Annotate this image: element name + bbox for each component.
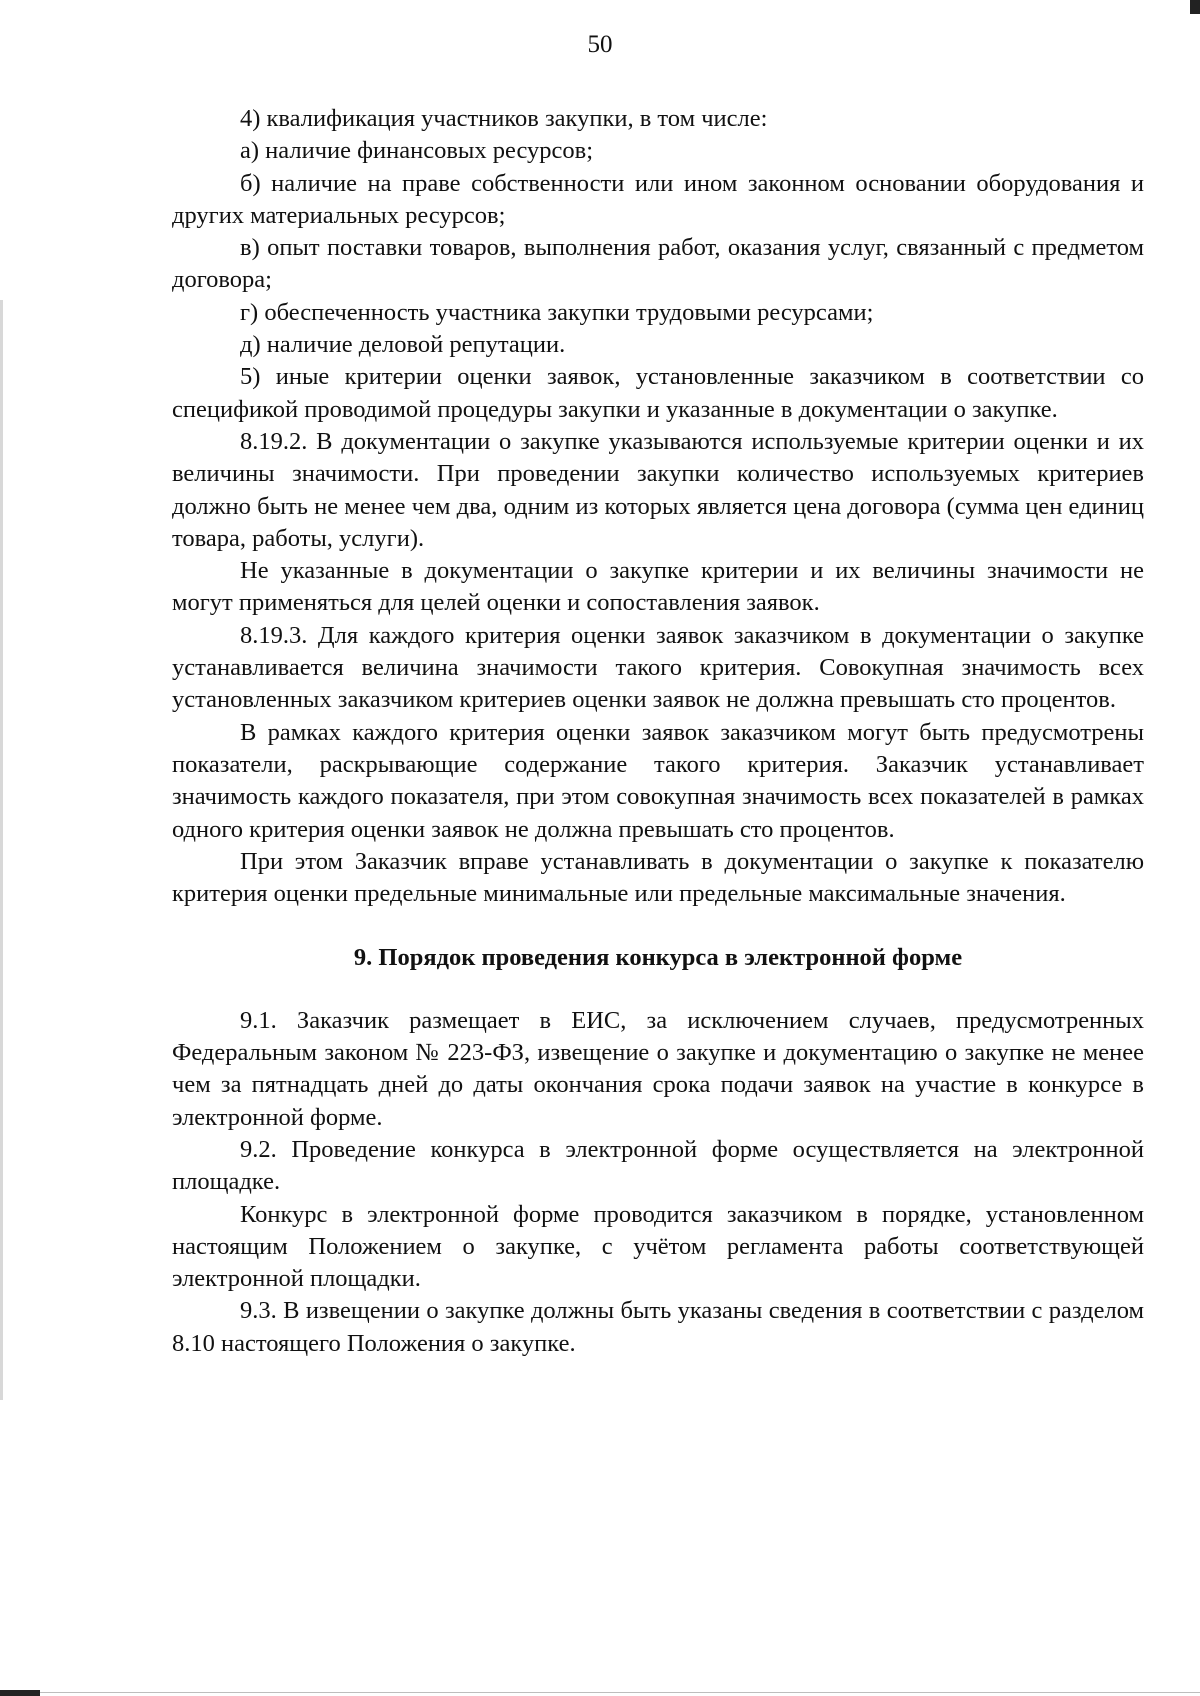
paragraph-criterion-4: 4) квалификация участников закупки, в том числе: [240,105,768,132]
scan-bottom-mark [0,1690,40,1696]
paragraph-9-3: 9.3. В извещении о закупке должны быть указаны сведения в соответствии с разделом 8.10 настоящего Положения о закупке. [172,1297,1144,1357]
paragraph-item-b: б) наличие на праве собственности или ином законном основании оборудования и других материальных ресурсов; [172,169,1144,229]
paragraph-indicators: В рамках каждого критерия оценки заявок заказчиком могут быть предусмотрены показатели, раскрывающие содержание такого критерия. Заказчик устанавливает значимость каждого показателя, при этом совокупная значимость всех показателей в рамках одного критерия оценки заявок не должна превышать сто процентов. [172,718,1144,843]
paragraph-item-a: а) наличие финансовых ресурсов; [240,137,594,165]
paragraph-contest-order: Конкурс в электронной форме проводится заказчиком в порядке, установленном настоящим Положением о закупке, с учётом регламента работы соответствующей электронной площадки. [172,1200,1144,1293]
paragraph-item-g: г) обеспеченность участника закупки трудовыми ресурсами; [240,298,874,326]
paragraph-9-1: 9.1. Заказчик размещает в ЕИС, за исключением случаев, предусмотренных Федеральным законом № 223-ФЗ, извещение о закупке и документацию о закупке не менее чем за пятнадцать дней до даты окончания срока подачи заявок на участие в конкурсе в электронной форме. [172,1006,1144,1131]
section-heading: 9. Порядок проведения конкурса в электронной форме [353,944,963,972]
document-body [172,103,1144,1360]
paragraph-item-d: д) наличие деловой репутации. [240,331,566,359]
paragraph-8-19-2: 8.19.2. В документации о закупке указываются используемые критерии оценки и их величины значимости. При проведении закупки количество используемых критериев должно быть не менее чем два, одним из которых является цена договора (сумма цен единиц товара, работы, услуги). [172,427,1144,552]
paragraph-criterion-5: 5) иные критерии оценки заявок, установленные заказчиком в соответствии со спецификой проводимой процедуры закупки и указанные в документации о закупке. [172,363,1144,423]
page-number: 50 [587,31,613,58]
paragraph-8-19-3: 8.19.3. Для каждого критерия оценки заявок заказчиком в документации о закупке устанавливается величина значимости такого критерия. Совокупная значимость всех установленных заказчиком критериев оценки заявок не должна превышать сто процентов. [172,621,1144,714]
paragraph-item-v: в) опыт поставки товаров, выполнения работ, оказания услуг, связанный с предметом договора; [172,234,1144,294]
paragraph-limit-values: При этом Заказчик вправе устанавливать в документации о закупке к показателю критерия оценки предельные минимальные или предельные максимальные значения. [172,847,1144,908]
scan-edge-shadow [0,300,3,1400]
scan-corner-mark [1190,0,1200,14]
paragraph-9-2: 9.2. Проведение конкурса в электронной форме осуществляется на электронной площадке. [172,1135,1144,1196]
scan-bottom-line [40,1692,1200,1693]
paragraph-not-specified-criteria: Не указанные в документации о закупке критерии и их величины значимости не могут применяться для целей оценки и сопоставления заявок. [172,557,1144,617]
